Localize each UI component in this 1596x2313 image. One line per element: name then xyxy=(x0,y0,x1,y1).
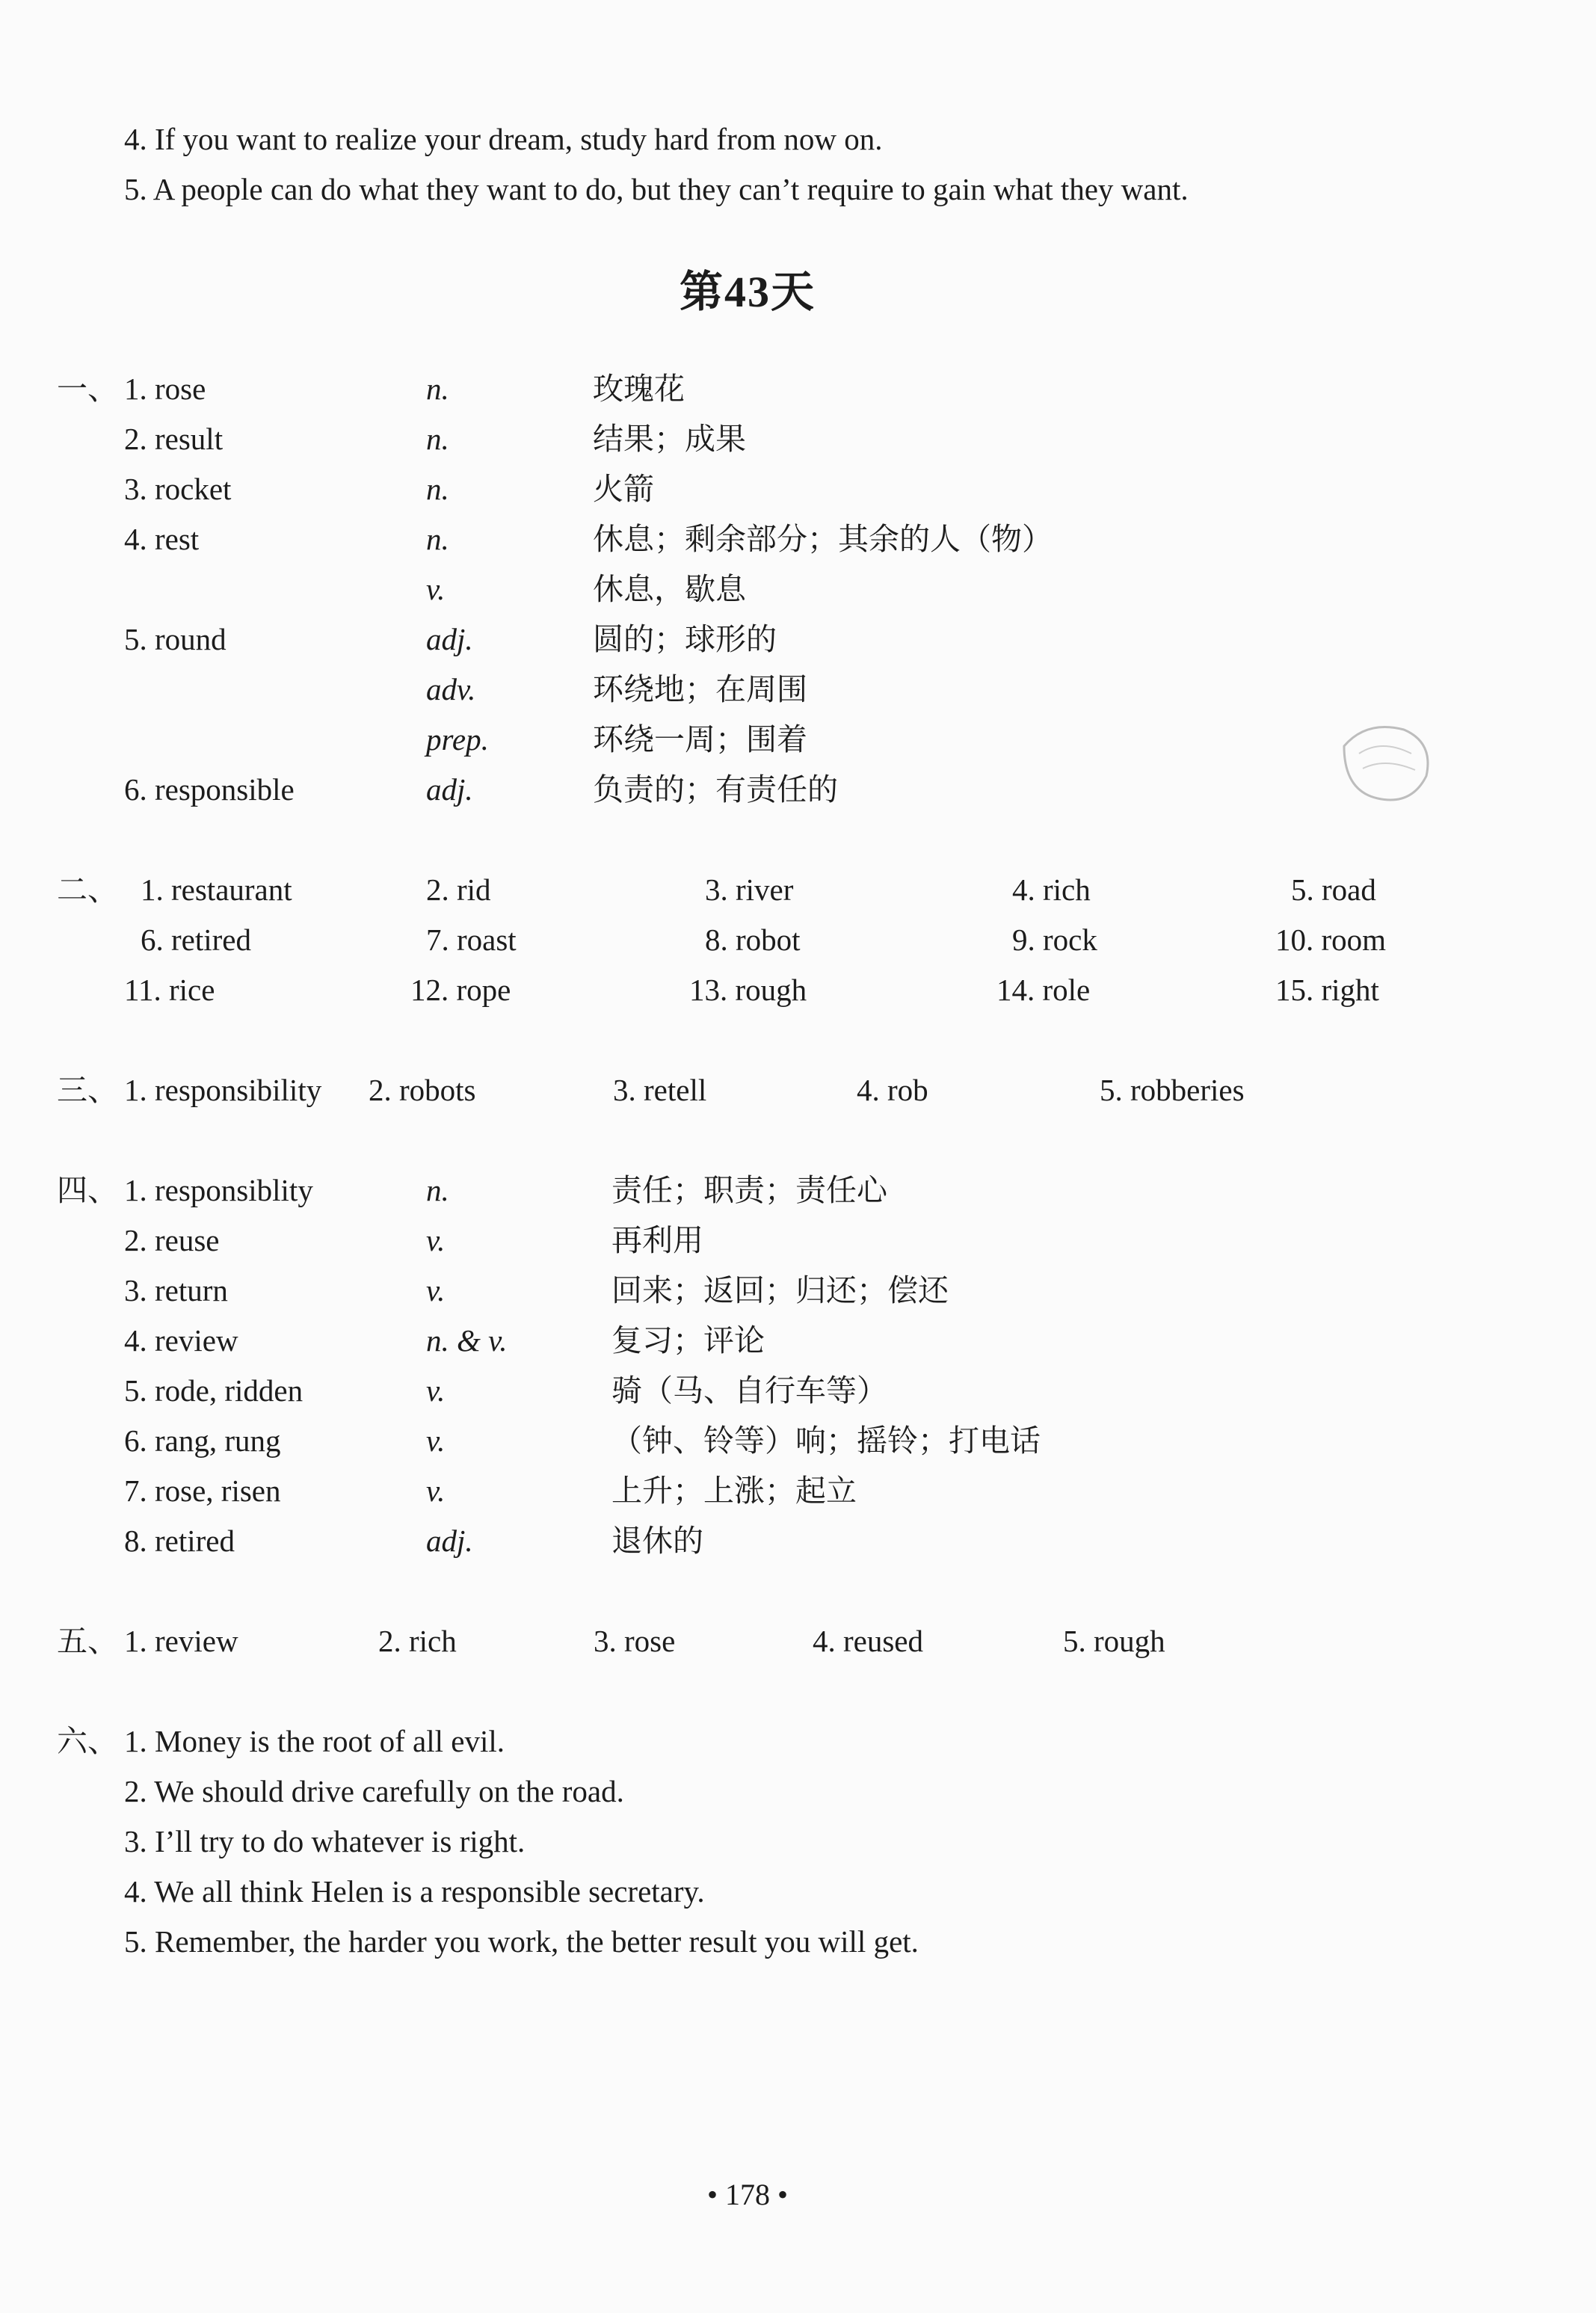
answer-item: 2. robots xyxy=(369,1073,476,1107)
page-number: • 178 • xyxy=(706,2178,788,2211)
sentence: 2. We should drive carefully on the road. xyxy=(124,1774,624,1808)
vocab-word: 6. responsible xyxy=(124,772,295,807)
section-label: 二、 xyxy=(57,872,118,907)
sentence: 1. Money is the root of all evil. xyxy=(124,1724,505,1758)
answer-item: 5. road xyxy=(1291,872,1376,907)
section-label: 三、 xyxy=(57,1073,118,1107)
section-label: 四、 xyxy=(57,1173,118,1207)
answer-item: 1. review xyxy=(124,1624,238,1658)
stamp-mark-icon xyxy=(1322,716,1441,813)
answer-item: 3. river xyxy=(705,872,794,907)
sentence: 4. We all think Helen is a responsible secretary. xyxy=(124,1874,705,1909)
vocab-pos: v. xyxy=(426,572,446,606)
vocab-word: 7. rose, risen xyxy=(124,1473,281,1508)
answer-item: 8. robot xyxy=(705,923,801,957)
vocab-meaning: 火箭 xyxy=(593,472,654,506)
vocab-pos: v. xyxy=(426,1473,446,1508)
answer-item: 4. reused xyxy=(813,1624,924,1658)
vocab-meaning: 休息，歇息 xyxy=(593,572,746,606)
vocab-meaning: 退休的 xyxy=(611,1524,703,1558)
vocab-pos: adj. xyxy=(426,622,473,656)
vocab-word: 1. responsiblity xyxy=(124,1173,313,1207)
answer-item: 1. responsibility xyxy=(124,1073,322,1107)
answer-item: 11. rice xyxy=(124,973,215,1007)
vocab-meaning: 环绕一周；围着 xyxy=(593,722,807,757)
vocab-pos: prep. xyxy=(426,722,489,757)
answer-item: 5. robberies xyxy=(1100,1073,1245,1107)
answer-item: 10. room xyxy=(1275,923,1387,957)
answer-item: 14. role xyxy=(996,973,1091,1007)
vocab-pos: n. xyxy=(426,372,449,406)
sentence: 5. Remember, the harder you work, the better result you will get. xyxy=(124,1924,919,1959)
vocab-pos: v. xyxy=(426,1373,446,1408)
vocab-pos: n. xyxy=(426,1173,449,1207)
answer-item: 2. rich xyxy=(378,1624,457,1658)
vocab-pos: n. xyxy=(426,422,449,456)
vocab-meaning: 再利用 xyxy=(611,1223,703,1257)
answer-item: 4. rich xyxy=(1012,872,1091,907)
vocab-word: 4. review xyxy=(124,1323,238,1358)
vocab-pos: v. xyxy=(426,1223,446,1257)
vocab-word: 5. round xyxy=(124,622,227,656)
page-title: 第43天 xyxy=(679,268,816,316)
vocab-meaning: 责任；职责；责任心 xyxy=(611,1173,887,1207)
answer-item: 3. retell xyxy=(613,1073,707,1107)
vocab-pos: adj. xyxy=(426,772,473,807)
answer-item: 4. rob xyxy=(857,1073,928,1107)
vocab-meaning: 环绕地；在周围 xyxy=(593,672,807,706)
answer-item: 9. rock xyxy=(1012,923,1097,957)
answer-item: 7. roast xyxy=(426,923,517,957)
top-sentence: 4. If you want to realize your dream, study hard from now on. xyxy=(124,122,883,156)
vocab-word: 8. retired xyxy=(124,1524,235,1558)
answer-item: 1. restaurant xyxy=(141,872,292,907)
vocab-word: 2. result xyxy=(124,422,224,456)
answer-item: 12. rope xyxy=(410,973,511,1007)
vocab-meaning: 骑（马、自行车等） xyxy=(611,1373,887,1408)
vocab-word: 5. rode, ridden xyxy=(124,1373,304,1408)
vocab-meaning: 休息；剩余部分；其余的人（物） xyxy=(593,522,1053,556)
vocab-meaning: 复习；评论 xyxy=(611,1323,765,1358)
vocab-pos: n. xyxy=(426,472,449,506)
answer-item: 13. rough xyxy=(689,973,807,1007)
vocab-pos: adv. xyxy=(426,672,476,706)
answer-item: 2. rid xyxy=(426,872,491,907)
vocab-word: 3. return xyxy=(124,1273,228,1308)
vocab-meaning: （钟、铃等）响；摇铃；打电话 xyxy=(611,1423,1041,1458)
vocab-pos: n. & v. xyxy=(426,1323,508,1358)
vocab-word: 4. rest xyxy=(124,522,200,556)
answer-item: 15. right xyxy=(1275,973,1379,1007)
vocab-word: 6. rang, rung xyxy=(124,1423,281,1458)
vocab-word: 1. rose xyxy=(124,372,206,406)
answer-item: 3. rose xyxy=(594,1624,676,1658)
vocab-meaning: 结果；成果 xyxy=(593,422,746,456)
sentence: 3. I’ll try to do whatever is right. xyxy=(124,1824,526,1858)
vocab-pos: v. xyxy=(426,1423,446,1458)
vocab-word: 3. rocket xyxy=(124,472,232,506)
top-sentence: 5. A people can do what they want to do, but they can’t require to gain what they want. xyxy=(124,172,1189,206)
vocab-meaning: 回来；返回；归还；偿还 xyxy=(611,1273,949,1308)
vocab-pos: n. xyxy=(426,522,449,556)
answer-item: 5. rough xyxy=(1063,1624,1165,1658)
vocab-pos: v. xyxy=(426,1273,446,1308)
section-label: 一、 xyxy=(57,372,118,406)
section-label: 五、 xyxy=(57,1624,118,1658)
vocab-pos: adj. xyxy=(426,1524,473,1558)
vocab-meaning: 负责的；有责任的 xyxy=(593,772,838,807)
vocab-meaning: 玫瑰花 xyxy=(593,372,685,406)
section-label: 六、 xyxy=(57,1724,118,1758)
vocab-meaning: 圆的；球形的 xyxy=(593,622,777,656)
answer-item: 6. retired xyxy=(141,923,251,957)
vocab-word: 2. reuse xyxy=(124,1223,220,1257)
vocab-meaning: 上升；上涨；起立 xyxy=(611,1473,857,1508)
